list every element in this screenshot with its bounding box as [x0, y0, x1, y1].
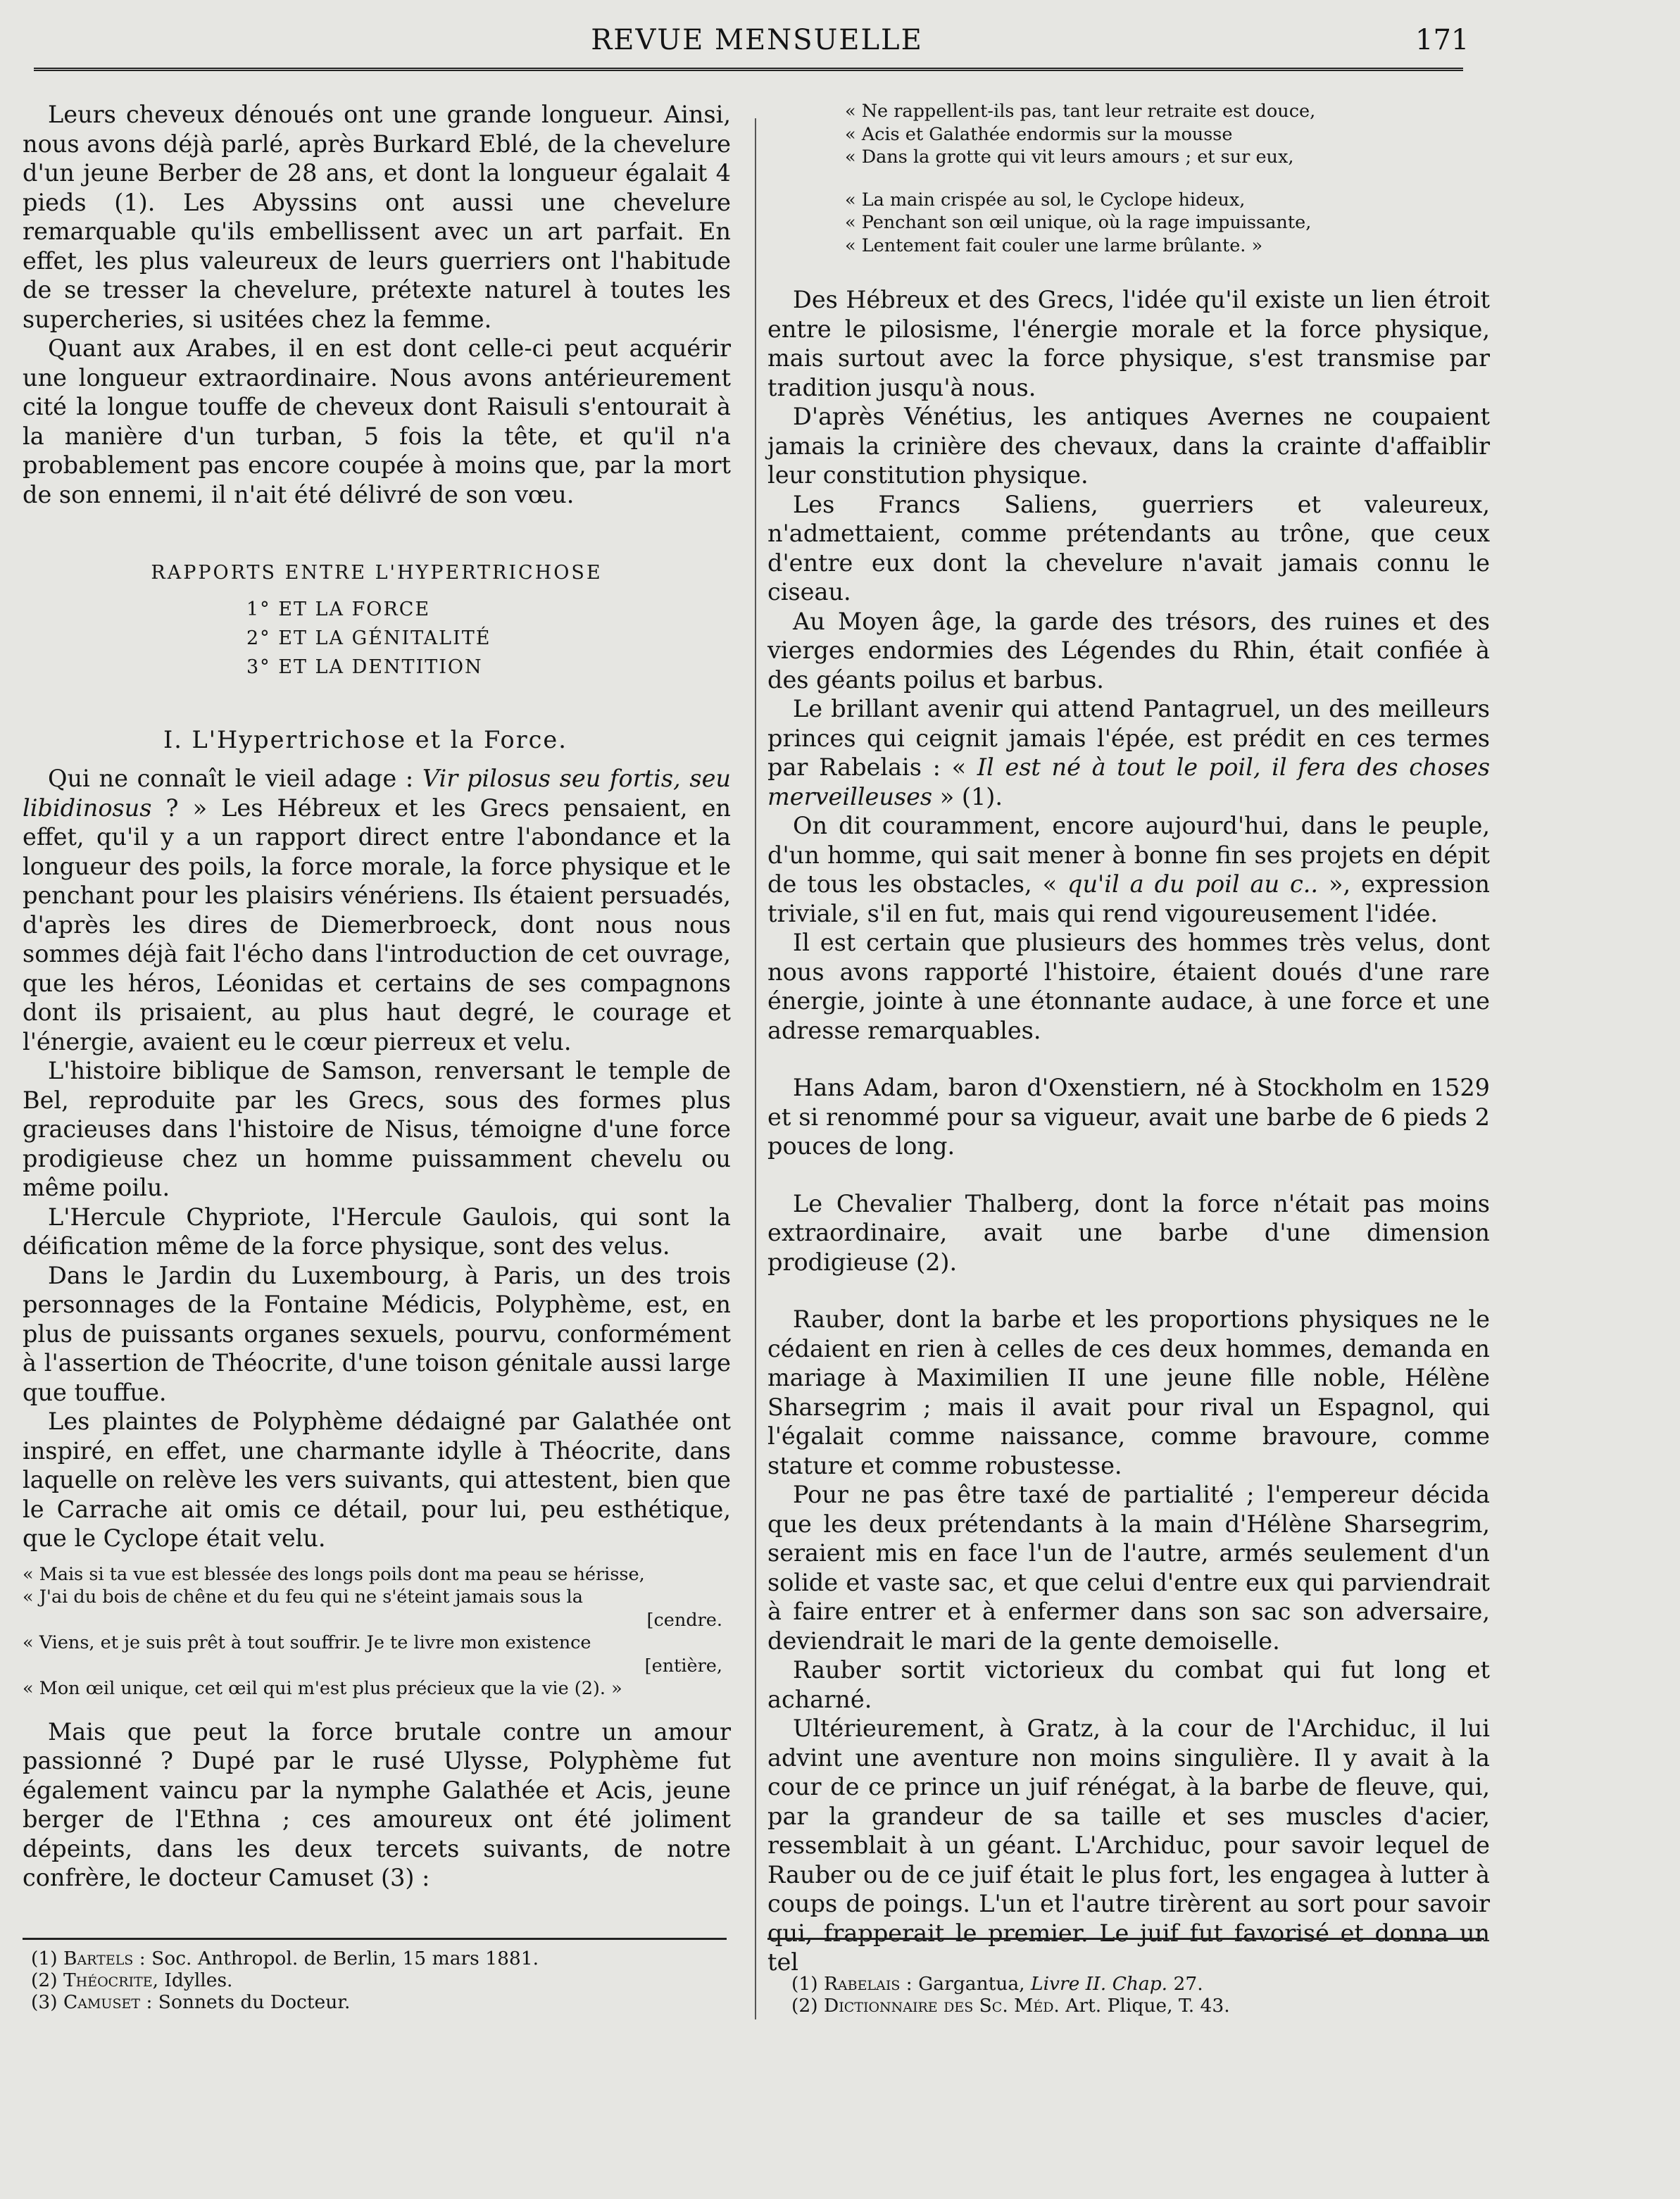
verse-line: [cendre.	[646, 1609, 722, 1631]
paragraph: Leurs cheveux dénoués ont une grande longueur. Ainsi, nous avons déjà parlé, après Burkard Eblé, de la chevelure d'un jeune Berber de 28 ans, et dont la longueur égalait 4 pieds (1). Les Abyssins ont aussi une chevelure remarquable qu'ils embellissent avec un art parfait. En effet, les plus valeureux de leurs guerriers ont l'habitude de se tresser la chevelure, prétexte naturel à toutes les supercheries, si usitées chez la femme.	[23, 101, 731, 333]
footnote	[31, 1991, 539, 2013]
verse-line: « Ne rappellent-ils pas, tant leur retraite est douce,	[845, 101, 1316, 122]
footnote-italic: Livre II. Chap.	[1030, 1973, 1168, 1995]
footnote-author: Dictionnaire des Sc. Méd.	[823, 1995, 1060, 2017]
section-item: 1° ET LA FORCE	[246, 598, 431, 620]
text-run: », expression triviale, s'il en fut, mais qui rend vigoureusement l'idée.	[767, 870, 1490, 927]
rabelais-quote: Il est né à tout le poil, il fera des choses merveilleuses	[767, 753, 1491, 810]
text-run: ? » Les Hébreux et les Grecs pensaient, en effet, qu'il y a un rapport direct entre l'abondance et la longueur des poils, la force morale, la force physique et le penchant pour les plaisirs vénériens. Ils étaient persuadés, d'après les dires de Diemerbroeck, dont nous nous sommes déjà fait l'écho dans l'introduction de cet ouvrage, que les héros, Léonidas et certains de ses compagnons dont ils prisaient, au plus haut degré, le courage et l'énergie, avaient eu le cœur pierreux et velu.	[23, 794, 731, 1055]
footnote-mark: (2)	[791, 1995, 818, 2017]
verse-block	[23, 1563, 731, 1700]
paragraph: L'Hercule Chypriote, l'Hercule Gaulois, qui sont la déification même de la force physique, sont des velus.	[23, 1203, 731, 1260]
footnote-text: : Sonnets du Docteur.	[140, 1991, 351, 2013]
footnotes	[31, 1948, 539, 2013]
paragraph: Rauber sortit victorieux du combat qui fut long et acharné.	[767, 1656, 1490, 1713]
latin-adage: Vir pilosus seu fortis, seu libidinosus	[23, 765, 731, 822]
footnote-text: : Gargantua,	[900, 1973, 1031, 1995]
tercet	[767, 189, 1490, 258]
header-rule	[34, 68, 1463, 71]
paragraph: Dans le Jardin du Luxembourg, à Paris, un des trois personnages de la Fontaine Médicis, Polyphème, est, en plus de puissants organes sexuels, pourvu, conformément à l'assertion de Théocrite, d'une toison génitale aussi large que touffue.	[23, 1261, 731, 1406]
text-run: Qui ne connaît le vieil adage :	[48, 765, 422, 792]
footnote	[31, 1948, 539, 1969]
paragraph: Hans Adam, baron d'Oxenstiern, né à Stockholm en 1529 et si renommé pour sa vigueur, avait une barbe de 6 pieds 2 pouces de long.	[767, 1074, 1490, 1160]
paragraph: Des Hébreux et des Grecs, l'idée qu'il existe un lien étroit entre le pilosisme, l'énergie morale et la force physique, mais surtout avec la force physique, s'est transmise par tradition jusqu'à nous.	[767, 286, 1490, 401]
text-run: Le brillant avenir qui attend Pantagruel, un des meilleurs princes qui ceignit jamais l'épée, est prédit en ces termes par Rabelais : «	[767, 695, 1490, 781]
footnote	[791, 1973, 1230, 1995]
paragraph: Le Chevalier Thalberg, dont la force n'était pas moins extraordinaire, avait une barbe d'une dimension prodigieuse (2).	[767, 1189, 1490, 1276]
verse-line: « Lentement fait couler une larme brûlante. »	[845, 234, 1263, 256]
footnote-mark: (2)	[31, 1969, 58, 1991]
paragraph: Mais que peut la force brutale contre un amour passionné ? Dupé par le rusé Ulysse, Polyphème fut également vaincu par la nymphe Galathée et Acis, jeune berger de l'Ethna ; ces amoureux ont été joliment dépeints, dans les deux tercets suivants, de notre confrère, le docteur Camuset (3) :	[23, 1717, 731, 1891]
right-column	[767, 100, 1490, 1977]
paragraph	[767, 811, 1490, 928]
chapter-title: I. L'Hypertrichose et la Force.	[163, 725, 568, 753]
footnote-text: Art. Plique, T. 43.	[1059, 1995, 1230, 2017]
footnotes	[791, 1973, 1230, 2017]
paragraph: L'histoire biblique de Samson, renversant le temple de Bel, reproduite par les Grecs, sous des formes plus gracieuses dans l'histoire de Nisus, témoigne d'une force prodigieuse chez un homme puissamment chevelu ou même poilu.	[23, 1057, 731, 1201]
verse-line: « Mais si ta vue est blessée des longs poils dont ma peau se hérisse,	[23, 1563, 645, 1585]
verse-line: « J'ai du bois de chêne et du feu qui ne s'éteint jamais sous la	[23, 1586, 583, 1608]
verse-line: « La main crispée au sol, le Cyclope hideux,	[845, 189, 1246, 211]
footnote-author: Camuset	[63, 1991, 141, 2013]
column-divider	[755, 118, 756, 2019]
running-head: REVUE MENSUELLE	[591, 24, 923, 56]
text-run: » (1).	[932, 782, 1003, 810]
popular-saying: qu'il a du poil au c..	[1067, 870, 1319, 898]
footnote-rule	[767, 1938, 1484, 1940]
footnote-mark: (1)	[31, 1948, 58, 1969]
footnote-mark: (3)	[31, 1991, 58, 2013]
verse-line: « Acis et Galathée endormis sur la mousse	[845, 123, 1233, 145]
footnote	[791, 1995, 1230, 2017]
footnote-author: Théocrite	[63, 1969, 153, 1991]
paragraph: Au Moyen âge, la garde des trésors, des ruines et des vierges endormies des Légendes du Rhin, était confiée à des géants poilus et barbus.	[767, 607, 1490, 694]
footnote-author: Bartels	[63, 1948, 134, 1969]
tercet	[767, 100, 1490, 169]
footnote-mark: (1)	[791, 1973, 818, 1995]
paragraph	[767, 694, 1490, 811]
paragraph: Rauber, dont la barbe et les proportions physiques ne le cédaient en rien à celles de ces deux hommes, demanda en mariage à Maximilien II une jeune fille noble, Hélène Sharsegrim ; mais il avait pour rival un Espagnol, qui l'égalait comme naissance, comme bravoure, comme stature et comme robustesse.	[767, 1305, 1490, 1479]
page-number: 171	[1415, 24, 1469, 56]
paragraph: Ultérieurement, à Gratz, à la cour de l'Archiduc, il lui advint une aventure non moins singulière. Il y avait à la cour de ce prince un juif rénégat, à la barbe de fleuve, qui, par la grandeur de sa taille et ses muscles d'acier, ressemblait à un géant. L'Archiduc, pour savoir lequel de Rauber ou de ce juif était le plus fort, les engagea à lutter à coups de poings. L'un et l'autre tirèrent au sort pour savoir qui, frapperait le premier. Le juif fut favorisé et donna un tel	[767, 1715, 1490, 1976]
section-item: 3° ET LA DENTITION	[246, 656, 483, 678]
verse-line: [entière,	[644, 1655, 722, 1677]
paragraph: Les Francs Saliens, guerriers et valeureux, n'admettaient, comme prétendants au trône, que ceux d'entre eux dont la chevelure n'avait jamais connu le ciseau.	[767, 490, 1490, 606]
footnote	[31, 1969, 539, 1991]
verse-line: « Penchant son œil unique, où la rage impuissante,	[845, 212, 1312, 233]
footnote-text: 27.	[1167, 1973, 1203, 1995]
section-item: 2° ET LA GÉNITALITÉ	[246, 627, 491, 649]
paragraph	[23, 764, 731, 1056]
verse-line: « Dans la grotte qui vit leurs amours ; et sur eux,	[845, 146, 1294, 168]
footnote-author: Rabelais	[823, 1973, 901, 1995]
section-list	[246, 595, 731, 682]
footnote-text: : Soc. Anthropol. de Berlin, 15 mars 1881.	[133, 1948, 539, 1969]
section-title: RAPPORTS ENTRE L'HYPERTRICHOSE	[151, 562, 603, 584]
paragraph: Pour ne pas être taxé de partialité ; l'empereur décida que les deux prétendants à la main d'Hélène Sharsegrim, seraient mis en face l'un de l'autre, armés seulement d'un solide et vaste sac, et que celui d'entre eux qui parviendrait à faire entrer et à enfermer dans son sac son adversaire, deviendrait le mari de la gente demoiselle.	[767, 1481, 1490, 1655]
footnote-rule	[23, 1938, 727, 1940]
left-column	[23, 100, 731, 1893]
verse-line: « Mon œil unique, cet œil qui m'est plus précieux que la vie (2). »	[23, 1678, 622, 1699]
verse-line: « Viens, et je suis prêt à tout souffrir. Je te livre mon existence	[23, 1632, 591, 1653]
footnote-text: , Idylles.	[152, 1969, 233, 1991]
paragraph: Il est certain que plusieurs des hommes très velus, dont nous avons rapporté l'histoire, étaient doués d'une rare énergie, jointe à une étonnante audace, à une force et une adresse remarquables.	[767, 929, 1490, 1044]
paragraph: Quant aux Arabes, il en est dont celle-ci peut acquérir une longueur extraordinaire. Nous avons antérieurement cité la longue touffe de cheveux dont Raisuli s'entourait à la manière d'un turban, 5 fois la tête, et qu'il n'a probablement pas encore coupée à moins que, par la mort de son ennemi, il n'ait été délivré de son vœu.	[23, 334, 731, 508]
text-run: On dit couramment, encore aujourd'hui, dans le peuple, d'un homme, qui sait mener à bonne fin ses projets en dépit de tous les obstacles, «	[767, 812, 1490, 898]
paragraph: D'après Vénétius, les antiques Avernes ne coupaient jamais la crinière des chevaux, dans la crainte d'affaiblir leur constitution physique.	[767, 403, 1490, 489]
paragraph: Les plaintes de Polyphème dédaigné par Galathée ont inspiré, en effet, une charmante idylle à Théocrite, dans laquelle on relève les vers suivants, qui attestent, bien que le Carrache ait omis ce détail, pour lui, peu esthétique, que le Cyclope était velu.	[23, 1408, 731, 1552]
